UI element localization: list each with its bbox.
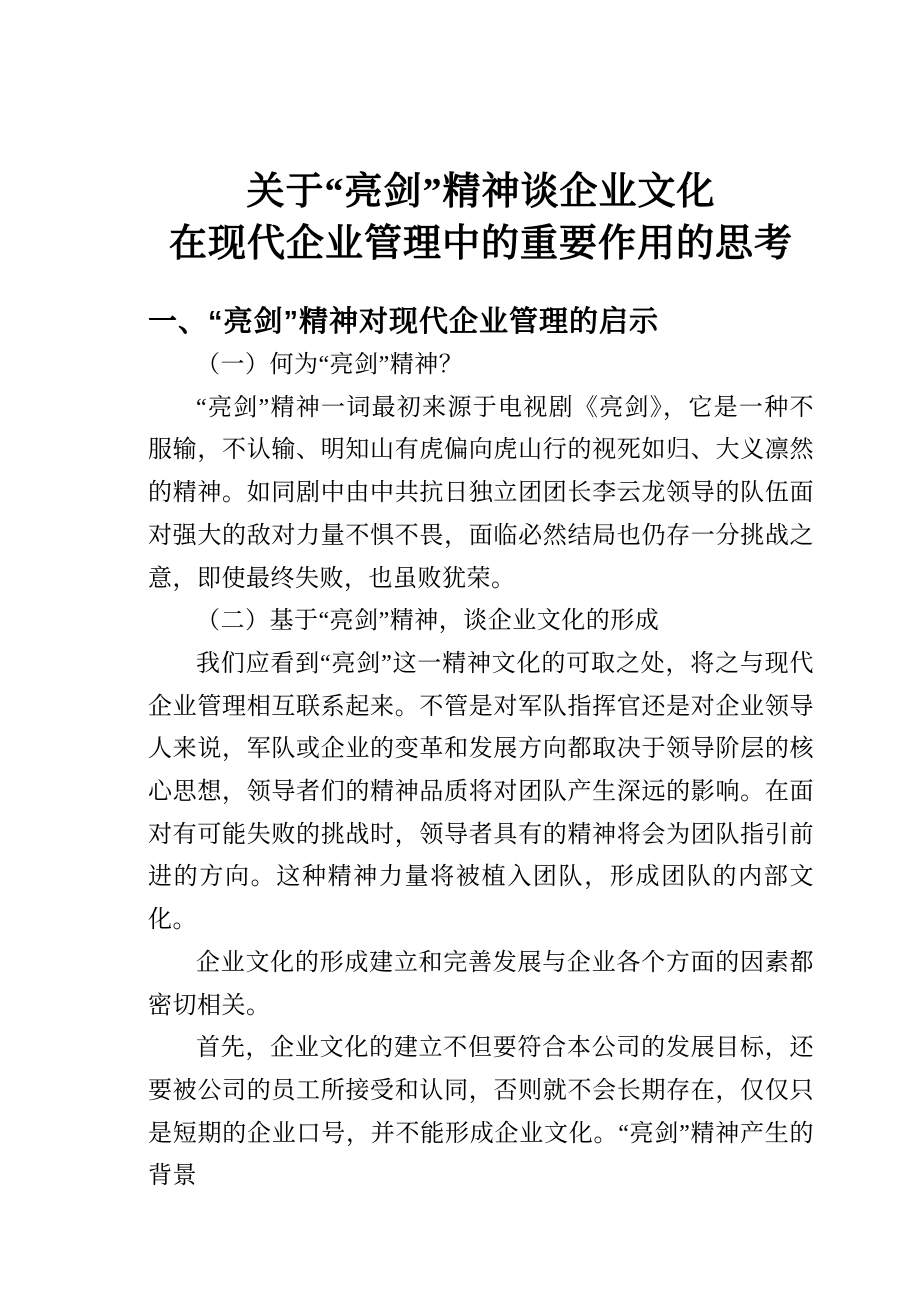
subsection-heading-1: （一）何为“亮剑”精神？ (196, 352, 464, 378)
document-title-line-2: 在现代企业管理中的重要作用的思考 (168, 223, 793, 265)
subsection-heading-2: （二）基于“亮剑”精神，谈企业文化的形成 (196, 608, 660, 635)
section-heading-1: 一、“亮剑”精神对现代企业管理的启示 (148, 306, 660, 338)
paragraph-culture-formation: 我们应看到“亮剑”这一精神文化的可取之处，将之与现代企业管理相互联系起来。不管是对军队指挥官还是对企业领导人来说，军队或企业的变革和发展方向都取决于领导阶层的核心思想，领导者们的精神品质将对团队产生深远的影响。在面对有可能失败的挑战时，领导者具有的精神将会为团队指引前进的方向。这种精神力量将被植入团队，形成团队的内部文化。 (148, 650, 814, 934)
paragraph-liangjian-origin: “亮剑”精神一词最初来源于电视剧《亮剑》，它是一种不服输，不认输、明知山有虎偏向虎山行的视死如归、大义凛然的精神。如同剧中由中共抗日独立团团长李云龙领导的队伍面对强大的敌对力量不惧不畏，面临必然结局也仍存一分挑战之意，即使最终失败，也虽败犹荣。 (148, 394, 814, 592)
document-title (148, 166, 814, 270)
document-title-line-1: 关于“亮剑”精神谈企业文化 (246, 171, 716, 213)
paragraph-culture-factors: 企业文化的形成建立和完善发展与企业各个方面的因素都密切相关。 (148, 949, 814, 1019)
paragraph-culture-acceptance: 首先，企业文化的建立不但要符合本公司的发展目标，还要被公司的员工所接受和认同，否则就不会长期存在，仅仅只是短期的企业口号，并不能形成企业文化。“亮剑”精神产生的背景 (148, 1035, 814, 1190)
